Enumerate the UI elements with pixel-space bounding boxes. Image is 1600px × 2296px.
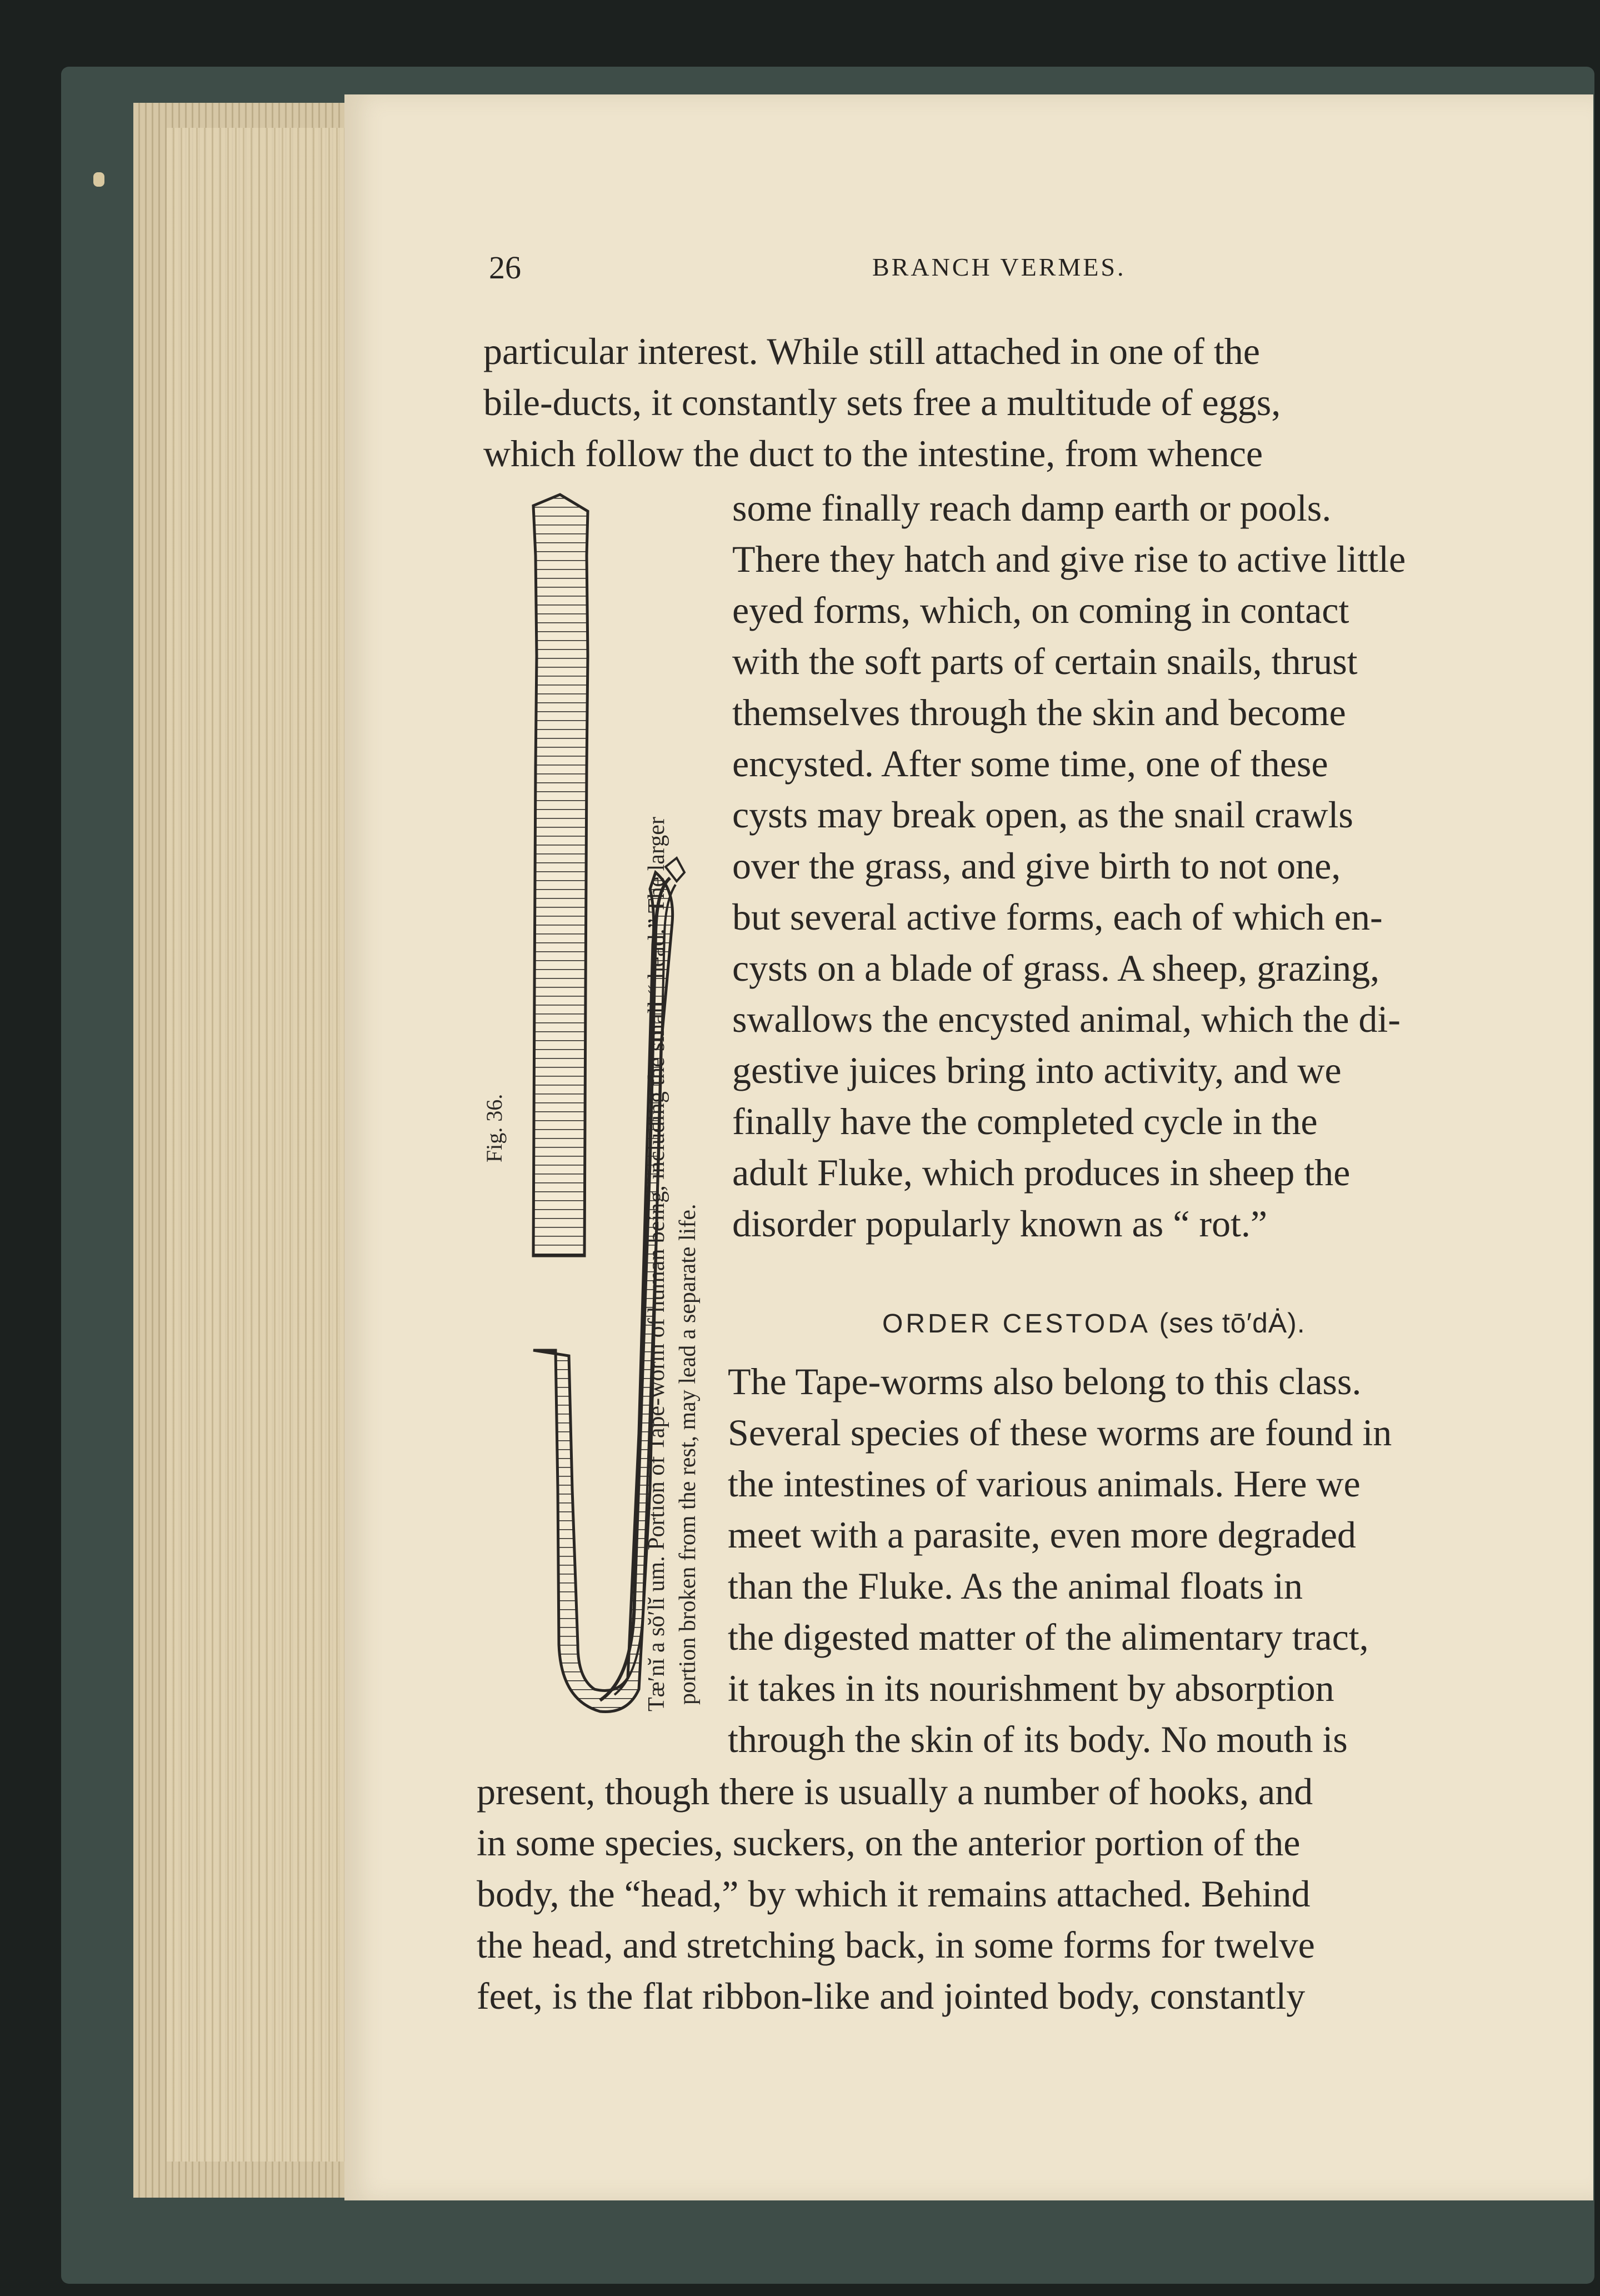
body-line: adult Fluke, which produces in sheep the [732,1151,1351,1194]
body-line: over the grass, and give birth to not one, [732,845,1341,887]
body-line: the head, and stretching back, in some forms for twelve [477,1924,1315,1966]
body-line: in some species, suckers, on the anterior portion of the [477,1821,1301,1864]
body-line: encysted. After some time, one of these [732,742,1328,785]
order-pronunciation: (ses tō′dȦ). [1159,1307,1306,1339]
order-heading [882,1307,1306,1339]
page-header [489,249,1600,286]
page-edges-inner [167,128,367,2162]
order-label: ORDER CESTODA [882,1309,1149,1339]
body-line: finally have the completed cycle in the [732,1100,1318,1142]
running-head: BRANCH VERMES. [872,253,1126,281]
body-line: cysts may break open, as the snail crawls [732,793,1353,836]
body-line: but several active forms, each of which en- [732,896,1383,938]
body-line: bile-ducts, it constantly sets free a multitude of eggs, [483,381,1281,423]
body-line: meet with a parasite, even more degraded [728,1514,1356,1556]
body-line: themselves through the skin and become [732,691,1346,733]
body-line: particular interest. While still attached in one of the [483,330,1260,372]
body-line: swallows the encysted animal, which the di- [732,998,1401,1040]
body-line: some finally reach damp earth or pools. [732,487,1332,529]
body-line: eyed forms, which, on coming in contact [732,589,1349,631]
body-line: the digested matter of the alimentary tract, [728,1616,1369,1658]
body-line: present, though there is usually a number of hooks, and [477,1770,1313,1813]
figure-label: Fig. 36. [482,1094,507,1162]
body-line: cysts on a blade of grass. A sheep, grazing, [732,947,1380,989]
body-line: with the soft parts of certain snails, thrust [732,640,1358,682]
body-line: it takes in its nourishment by absorption [728,1667,1334,1709]
body-line: disorder popularly known as “ rot.” [732,1202,1268,1245]
page-number: 26 [489,249,521,286]
body-line: body, the “head,” by which it remains attached. Behind [477,1873,1311,1915]
body-line: There they hatch and give rise to active little [732,538,1406,580]
body-line: The Tape-worms also belong to this class. [728,1360,1362,1402]
figure-caption-line-1: Tæ′nĭ a sŏ′lĭ um. Portion of Tape-worm of human being, including the small “ head.” The larger [644,817,669,1711]
body-line: Several species of these worms are found in [728,1411,1392,1454]
body-line: feet, is the flat ribbon-like and jointed body, constantly [477,1975,1306,2017]
body-line: which follow the duct to the intestine, from whence [483,432,1263,475]
body-line: than the Fluke. As the animal floats in [728,1565,1303,1607]
body-line: the intestines of various animals. Here we [728,1463,1361,1505]
body-line: gestive juices bring into activity, and we [732,1049,1342,1091]
figure-caption-line-2: portion broken from the rest, may lead a separate life. [675,1204,701,1705]
cover-wear-mark [93,172,104,187]
body-line: through the skin of its body. No mouth is [728,1718,1348,1760]
